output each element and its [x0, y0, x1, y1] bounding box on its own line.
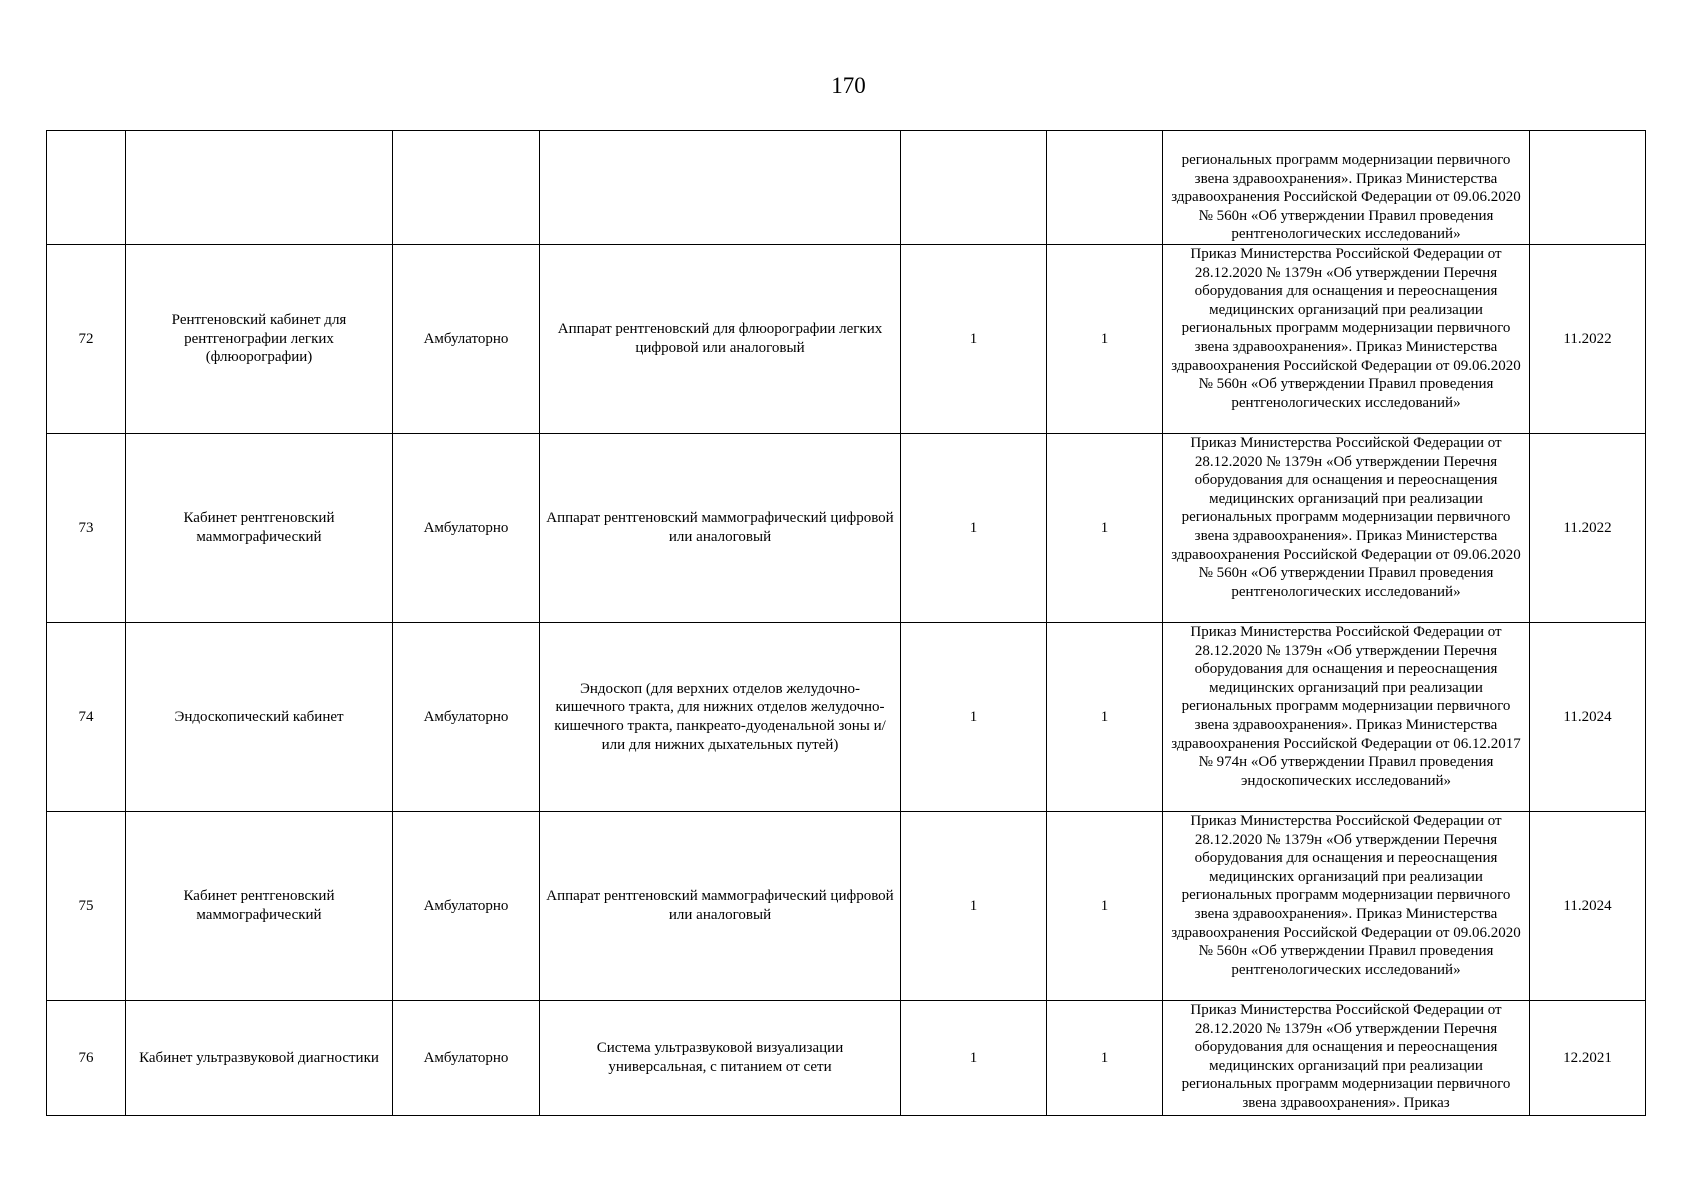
cell-qty-planned: 1 [1047, 245, 1163, 434]
cell-date: 11.2024 [1530, 623, 1646, 812]
cell-cabinet: Кабинет рентгеновский маммографический [126, 812, 393, 1001]
cell-qty-planned: 1 [1047, 812, 1163, 1001]
cell-basis: Приказ Министерства Российской Федерации от 28.12.2020 № 1379н «Об утверждении Перечня оборудования для оснащения и переоснащения медицинских организаций при реализации региональных программ модернизации первичного звена здравоохранения». Приказ Министерства здравоохранения Российской Федерации от 06.12.2017 № 974н «Об утверждении Правил проведения эндоскопических исследований» [1163, 623, 1530, 812]
cell-condition: Амбулаторно [393, 812, 540, 1001]
cell-number: 72 [47, 245, 126, 434]
cell-date: 11.2022 [1530, 245, 1646, 434]
cell-number [47, 131, 126, 245]
cell-equipment: Эндоскоп (для верхних отделов желудочно-кишечного тракта, для нижних отделов желудочно-кишечного тракта, панкреато-дуоденальной зоны и/или для нижних дыхательных путей) [540, 623, 901, 812]
cell-qty-required: 1 [901, 623, 1047, 812]
cell-basis: Приказ Министерства Российской Федерации от 28.12.2020 № 1379н «Об утверждении Перечня оборудования для оснащения и переоснащения медицинских организаций при реализации региональных программ модернизации первичного звена здравоохранения». Приказ Министерства здравоохранения Российской Федерации от 09.06.2020 № 560н «Об утверждении Правил проведения рентгенологических исследований» [1163, 245, 1530, 434]
cell-basis: региональных программ модернизации первичного звена здравоохранения». Приказ Министерства здравоохранения Российской Федерации от 09.06.2020 № 560н «Об утверждении Правил проведения рентгенологических исследований» [1163, 131, 1530, 245]
cell-equipment: Аппарат рентгеновский маммографический цифровой или аналоговый [540, 434, 901, 623]
cell-cabinet: Кабинет рентгеновский маммографический [126, 434, 393, 623]
cell-cabinet: Кабинет ультразвуковой диагностики [126, 1001, 393, 1116]
cell-date [1530, 131, 1646, 245]
cell-number: 74 [47, 623, 126, 812]
cell-cabinet: Эндоскопический кабинет [126, 623, 393, 812]
cell-qty-planned [1047, 131, 1163, 245]
cell-qty-required: 1 [901, 434, 1047, 623]
cell-basis: Приказ Министерства Российской Федерации от 28.12.2020 № 1379н «Об утверждении Перечня оборудования для оснащения и переоснащения медицинских организаций при реализации региональных программ модернизации первичного звена здравоохранения». Приказ Министерства здравоохранения Российской Федерации от 09.06.2020 № 560н «Об утверждении Правил проведения рентгенологических исследований» [1163, 812, 1530, 1001]
cell-number: 75 [47, 812, 126, 1001]
cell-qty-required: 1 [901, 1001, 1047, 1116]
table-row [47, 245, 1646, 434]
cell-basis: Приказ Министерства Российской Федерации от 28.12.2020 № 1379н «Об утверждении Перечня оборудования для оснащения и переоснащения медицинских организаций при реализации региональных программ модернизации первичного звена здравоохранения». Приказ [1163, 1001, 1530, 1116]
table-row [47, 812, 1646, 1001]
cell-basis: Приказ Министерства Российской Федерации от 28.12.2020 № 1379н «Об утверждении Перечня оборудования для оснащения и переоснащения медицинских организаций при реализации региональных программ модернизации первичного звена здравоохранения». Приказ Министерства здравоохранения Российской Федерации от 09.06.2020 № 560н «Об утверждении Правил проведения рентгенологических исследований» [1163, 434, 1530, 623]
table-row [47, 623, 1646, 812]
cell-condition: Амбулаторно [393, 434, 540, 623]
cell-condition: Амбулаторно [393, 623, 540, 812]
cell-qty-required: 1 [901, 245, 1047, 434]
cell-equipment [540, 131, 901, 245]
cell-equipment: Аппарат рентгеновский маммографический цифровой или аналоговый [540, 812, 901, 1001]
cell-qty-required [901, 131, 1047, 245]
cell-equipment: Аппарат рентгеновский для флюорографии легких цифровой или аналоговый [540, 245, 901, 434]
table-row [47, 1001, 1646, 1116]
cell-cabinet: Рентгеновский кабинет для рентгенографии легких (флюорографии) [126, 245, 393, 434]
table-row-continued [47, 131, 1646, 245]
cell-qty-planned: 1 [1047, 1001, 1163, 1116]
cell-condition: Амбулаторно [393, 1001, 540, 1116]
cell-date: 12.2021 [1530, 1001, 1646, 1116]
cell-equipment: Система ультразвуковой визуализации универсальная, с питанием от сети [540, 1001, 901, 1116]
equipment-table [46, 130, 1646, 1116]
cell-cabinet [126, 131, 393, 245]
cell-condition [393, 131, 540, 245]
cell-number: 76 [47, 1001, 126, 1116]
cell-date: 11.2022 [1530, 434, 1646, 623]
cell-date: 11.2024 [1530, 812, 1646, 1001]
cell-condition: Амбулаторно [393, 245, 540, 434]
cell-qty-planned: 1 [1047, 434, 1163, 623]
cell-number: 73 [47, 434, 126, 623]
table-row [47, 434, 1646, 623]
page-number: 170 [831, 73, 866, 98]
cell-qty-required: 1 [901, 812, 1047, 1001]
cell-qty-planned: 1 [1047, 623, 1163, 812]
